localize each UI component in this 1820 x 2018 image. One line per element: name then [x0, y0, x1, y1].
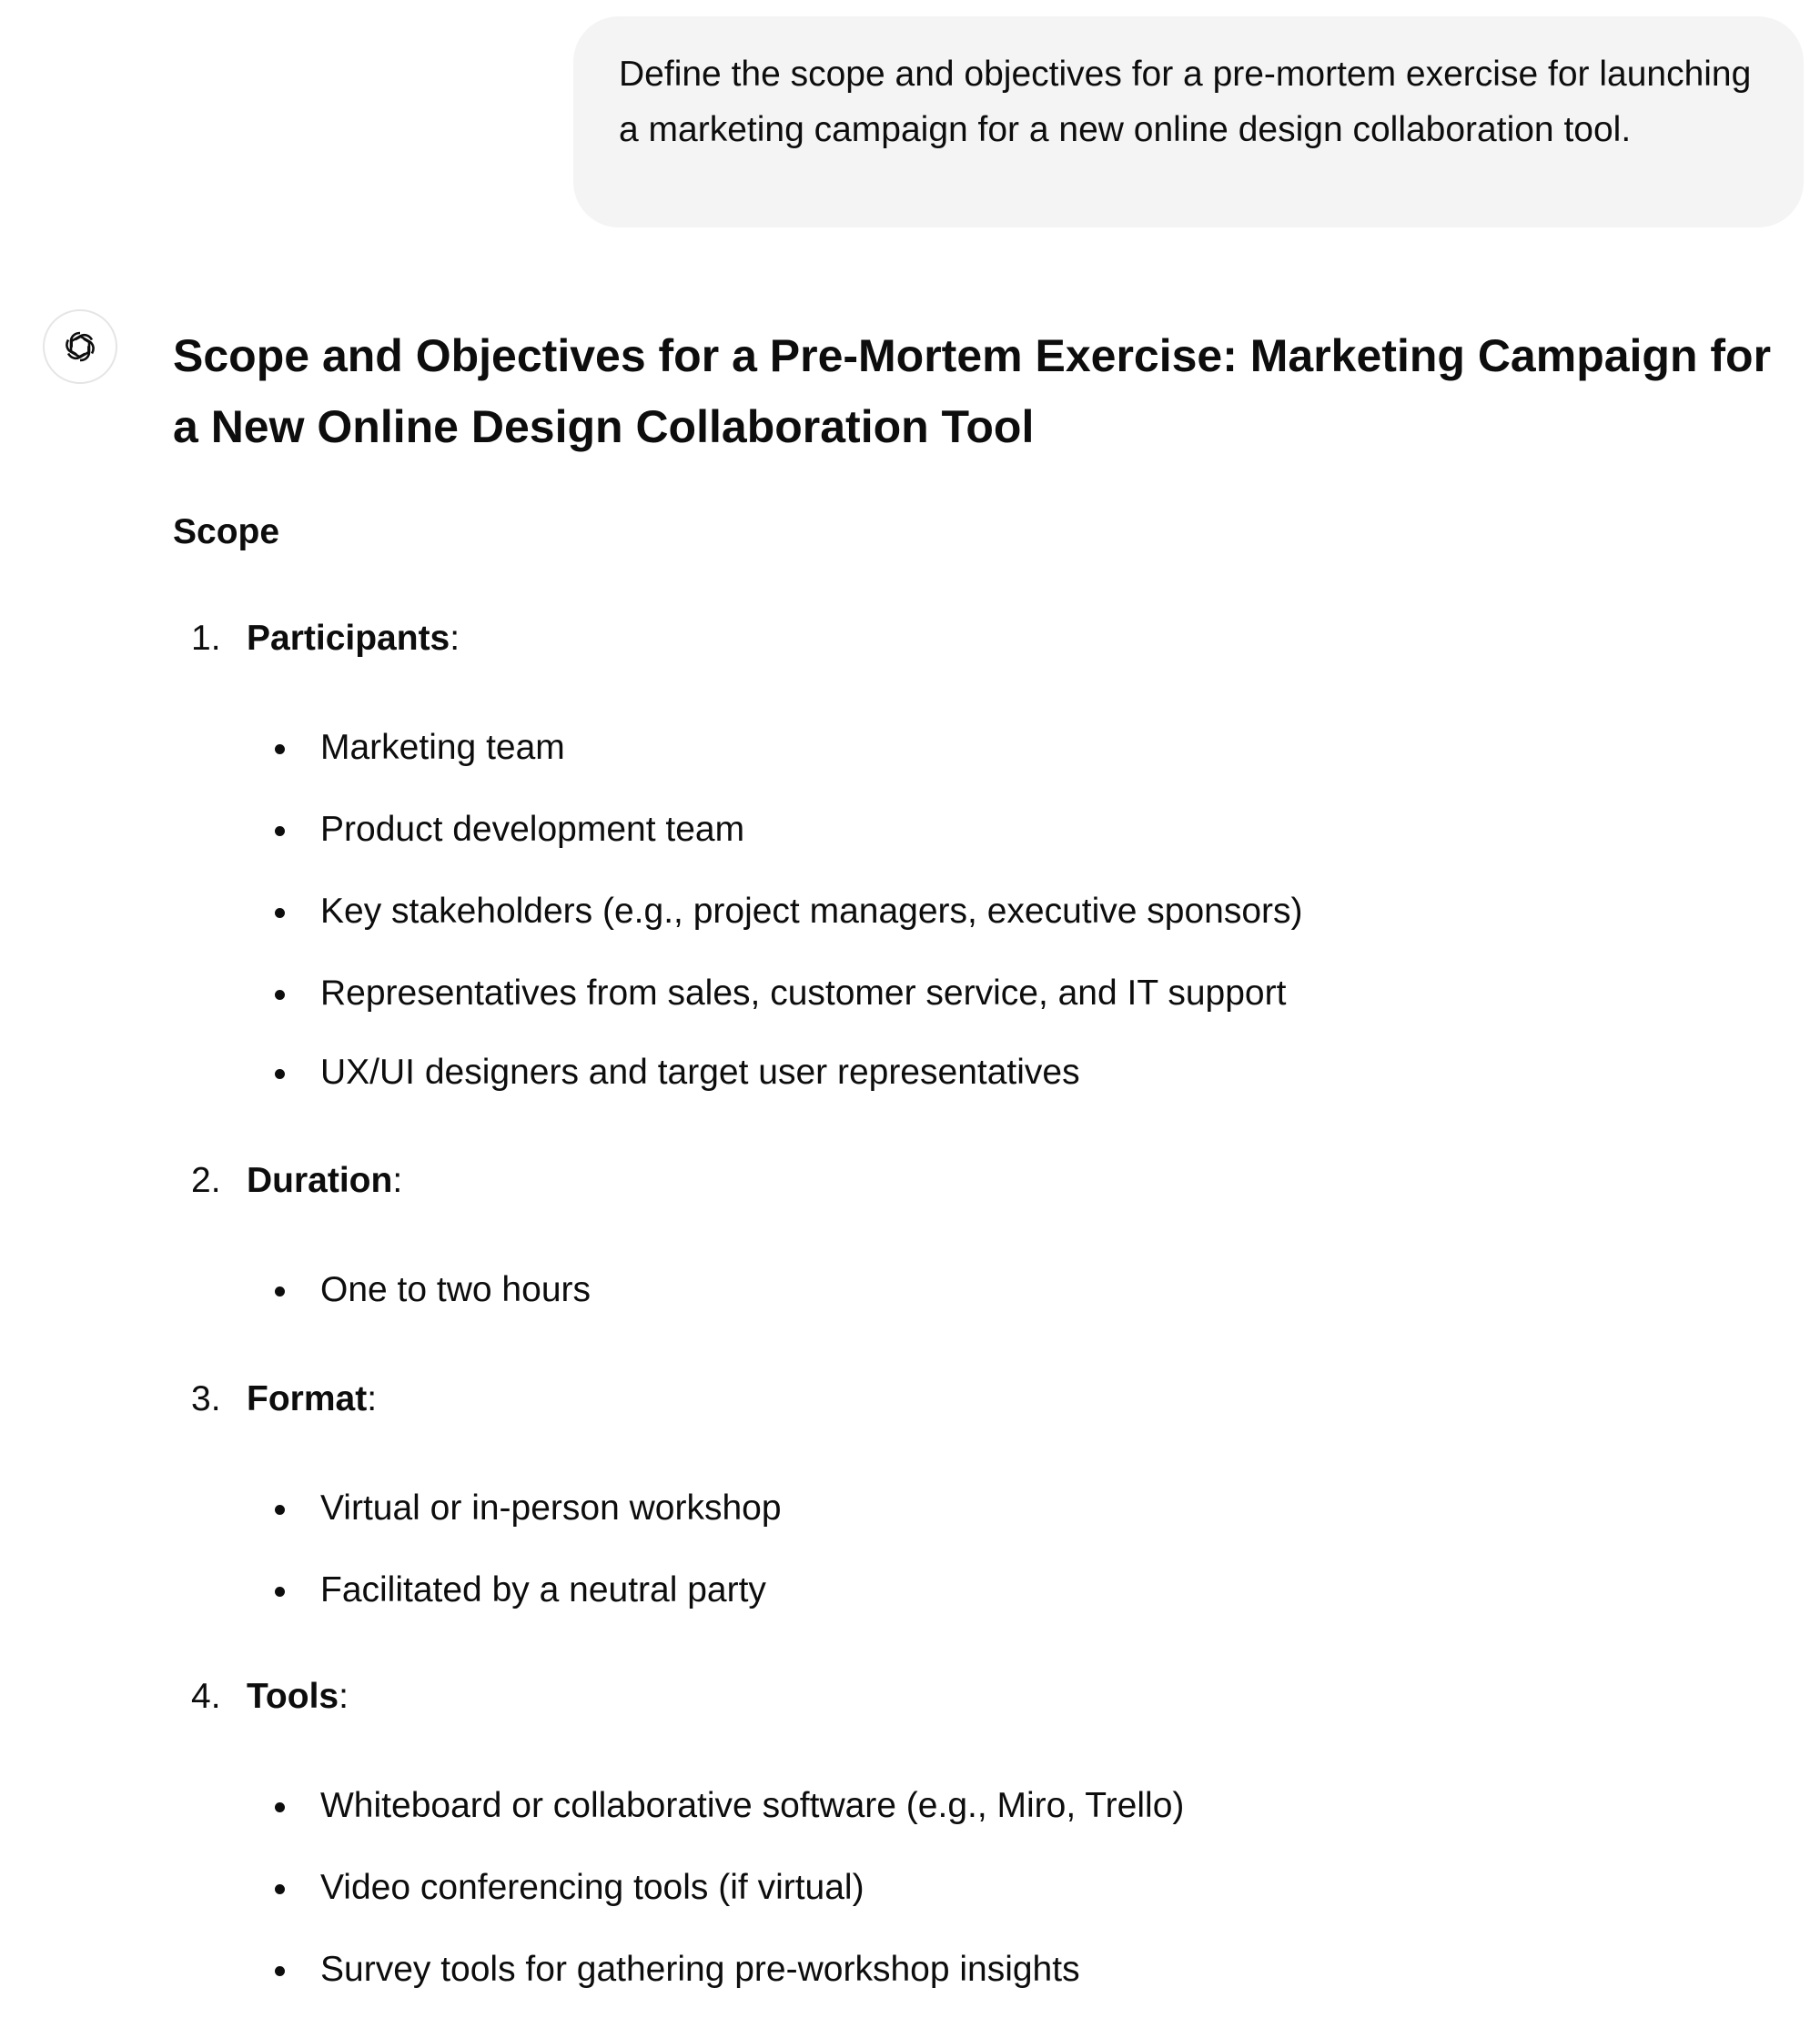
section-heading-scope: Scope [173, 512, 280, 551]
list-item: Representatives from sales, customer service, and IT support [173, 966, 1784, 1021]
openai-logo-icon [58, 325, 102, 368]
scope-item-format [173, 1372, 1784, 1618]
participants-bullets [173, 721, 1784, 1100]
assistant-avatar [43, 309, 117, 384]
bullet-icon [275, 1286, 285, 1297]
item-suffix: : [367, 1379, 378, 1418]
format-bullets [173, 1481, 1784, 1618]
item-number: 1. [191, 619, 221, 658]
bullet-icon [275, 1966, 285, 1976]
assistant-response [173, 320, 1784, 1997]
bullet-icon [275, 990, 285, 1000]
item-suffix: : [450, 619, 460, 658]
list-item: Product development team [173, 802, 1784, 857]
response-title: Scope and Objectives for a Pre-Mortem Exercise: Marketing Campaign for a New Online Design Collaboration Tool [173, 330, 1772, 452]
list-item: UX/UI designers and target user representatives [173, 1045, 1784, 1100]
bullet-icon [275, 1884, 285, 1894]
list-item: Virtual or in-person workshop [173, 1481, 1784, 1536]
item-label: Tools [247, 1677, 339, 1716]
bullet-icon [275, 1069, 285, 1079]
bullet-icon [275, 1802, 285, 1812]
item-label: Participants [247, 619, 450, 658]
list-item: One to two hours [173, 1263, 1784, 1317]
list-item: Facilitated by a neutral party [173, 1563, 1784, 1618]
scope-item-tools [173, 1670, 1784, 1997]
bullet-icon [275, 744, 285, 754]
bullet-icon [275, 1505, 285, 1515]
item-label: Format [247, 1379, 368, 1418]
item-number: 2. [191, 1161, 221, 1200]
item-number: 3. [191, 1379, 221, 1418]
list-item: Marketing team [173, 721, 1784, 775]
list-item: Video conferencing tools (if virtual) [173, 1861, 1784, 1915]
list-item: Survey tools for gathering pre-workshop insights [173, 1942, 1784, 1997]
bullet-icon [275, 908, 285, 918]
scope-item-duration [173, 1154, 1784, 1317]
item-suffix: : [339, 1677, 349, 1716]
bullet-icon [275, 1587, 285, 1597]
user-message-bubble [573, 16, 1804, 227]
list-item: Key stakeholders (e.g., project managers, executive sponsors) [173, 884, 1784, 939]
list-item: Whiteboard or collaborative software (e.g., Miro, Trello) [173, 1779, 1784, 1833]
item-suffix: : [392, 1161, 403, 1200]
user-message-text: Define the scope and objectives for a pre-mortem exercise for launching a marketing campaign for a new online design collaboration tool. [619, 55, 1752, 149]
item-number: 4. [191, 1677, 221, 1716]
scope-item-participants [173, 611, 1784, 1100]
bullet-icon [275, 826, 285, 836]
tools-bullets [173, 1779, 1784, 1997]
scope-list [173, 611, 1784, 1997]
item-label: Duration [247, 1161, 393, 1200]
duration-bullets [173, 1263, 1784, 1317]
